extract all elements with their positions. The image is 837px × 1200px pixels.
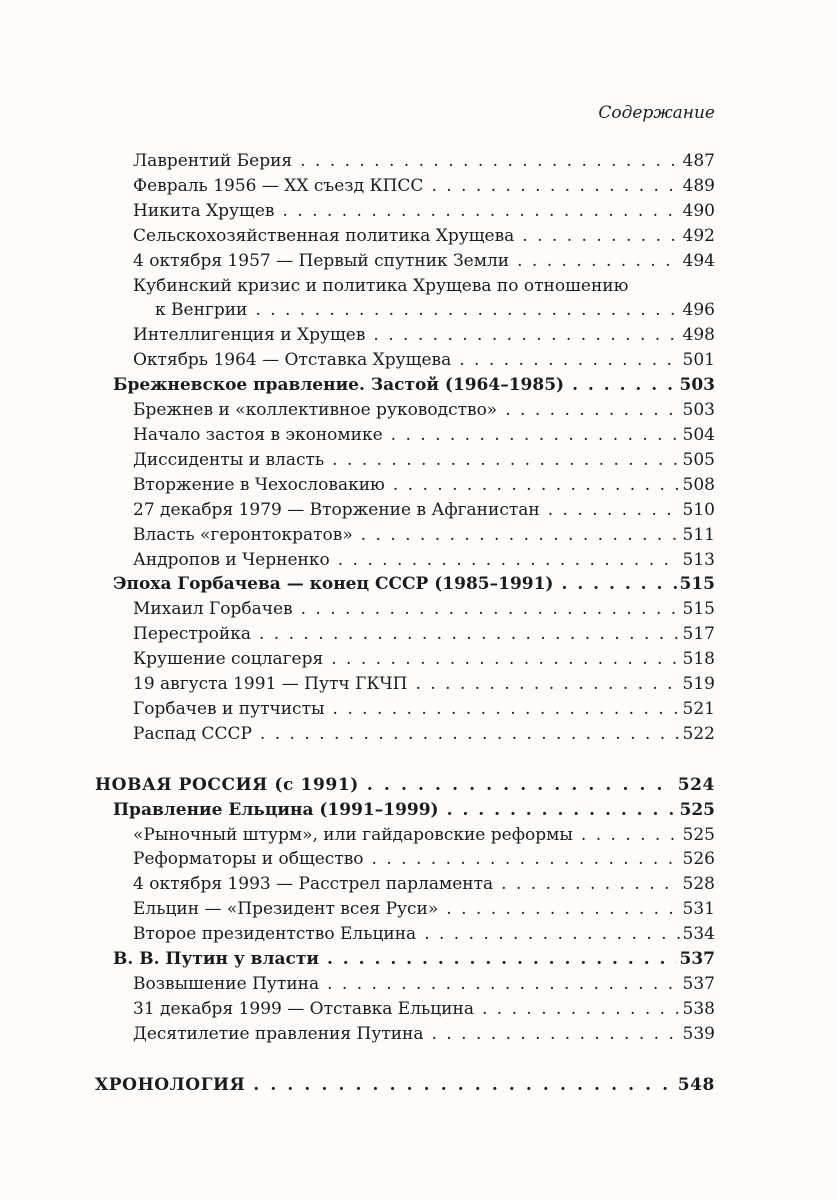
toc-entry-page: 503: [682, 400, 715, 421]
toc-entry-page: 508: [682, 474, 715, 495]
toc-entry-page: 528: [682, 874, 715, 895]
toc-entry: [133, 348, 715, 373]
page-header: Содержание: [598, 103, 715, 123]
toc-entry-page: 511: [682, 524, 715, 545]
dot-leader: [446, 897, 679, 922]
dot-leader: [301, 597, 680, 622]
toc-heading: [95, 1073, 715, 1098]
toc-entry-label: Михаил Горбачев: [133, 599, 293, 620]
dot-leader: [391, 423, 680, 448]
dot-leader: [517, 249, 679, 274]
toc-entry-label: Брежневское правление. Застой (1964–1985): [113, 375, 565, 396]
toc-entry: [133, 972, 715, 997]
toc-entry-label: Крушение соцлагеря: [133, 649, 324, 670]
toc-entry-page: 515: [682, 599, 715, 620]
toc-entry: [133, 997, 715, 1022]
toc-entry-label: 4 октября 1957 — Первый спутник Земли: [133, 250, 510, 271]
toc-heading: [113, 798, 715, 823]
toc-entry-page: 505: [682, 449, 715, 470]
toc-entry: [133, 398, 715, 423]
toc-entry-label: Возвышение Путина: [133, 974, 320, 994]
toc-entry-page: 524: [677, 774, 715, 795]
dot-leader: [367, 773, 675, 798]
toc-entry: [133, 897, 715, 922]
toc-entry-page: 501: [682, 350, 715, 371]
dot-leader: [332, 448, 679, 473]
toc-entry-page: 534: [682, 924, 715, 945]
toc-entry-label: Вторжение в Чехословакию: [133, 474, 385, 495]
toc-entry: [133, 224, 715, 249]
toc-entry-label: Реформаторы и общество: [133, 849, 364, 870]
toc-entry: [133, 423, 715, 448]
toc-entry: [155, 298, 715, 323]
toc-entry-page: 503: [679, 375, 715, 396]
dot-leader: [333, 697, 680, 722]
toc-heading: [95, 773, 715, 798]
toc-entry-page: 492: [682, 225, 715, 246]
toc-entry-page: 525: [679, 799, 715, 820]
toc-entry-label: Февраль 1956 — XX съезд КПСС: [133, 175, 424, 196]
toc-entry-label: Горбачев и путчисты: [133, 698, 325, 719]
toc-entry-page: 518: [682, 649, 715, 670]
toc-entry-label: ХРОНОЛОГИЯ: [95, 1074, 246, 1095]
toc-entry: [133, 274, 715, 299]
toc-entry-label: Перестройка: [133, 624, 251, 645]
toc-entry-label: Эпоха Горбачева — конец СССР (1985–1991): [113, 574, 554, 595]
dot-leader: [253, 1073, 674, 1098]
dot-leader: [373, 323, 679, 348]
toc-entry: [133, 523, 715, 548]
dot-leader: [459, 348, 679, 373]
toc-entry: [133, 548, 715, 573]
dot-leader: [327, 972, 679, 997]
toc-list: [95, 149, 715, 1098]
dot-leader: [372, 847, 680, 872]
toc-entry-page: 504: [682, 424, 715, 445]
toc-entry: [133, 473, 715, 498]
toc-entry-label: Сельскохозяйственная политика Хрущева: [133, 225, 515, 246]
toc-heading: [113, 947, 715, 972]
toc-entry-label: «Рыночный штурм», или гайдаровские реформы: [133, 824, 573, 845]
toc-entry-label: Второе президентство Ельцина: [133, 924, 417, 945]
dot-leader: [361, 523, 680, 548]
dot-leader: [505, 398, 679, 423]
toc-entry: [133, 847, 715, 872]
toc-entry: [133, 174, 715, 199]
toc-entry-label: Ельцин — «Президент всея Руси»: [133, 899, 439, 920]
dot-leader: [300, 149, 679, 174]
dot-leader: [572, 373, 676, 398]
toc-entry: [133, 622, 715, 647]
toc-entry-page: 510: [682, 499, 715, 520]
toc-entry: [133, 199, 715, 224]
toc-entry-label: Октябрь 1964 — Отставка Хрущева: [133, 350, 452, 371]
dot-leader: [260, 722, 680, 747]
toc-entry-page: 517: [682, 624, 715, 645]
toc-heading: [113, 373, 715, 398]
toc-entry-label: Брежнев и «коллективное руководство»: [133, 400, 498, 421]
toc-entry-page: 489: [682, 175, 715, 196]
toc-entry: [133, 922, 715, 947]
dot-leader: [482, 997, 680, 1022]
dot-leader: [424, 922, 679, 947]
toc-entry-page: 525: [682, 824, 715, 845]
toc-heading: [113, 572, 715, 597]
toc-entry-label: В. В. Путин у власти: [113, 949, 319, 970]
dot-leader: [431, 174, 679, 199]
dot-leader: [522, 224, 679, 249]
dot-leader: [581, 823, 680, 848]
toc-entry-page: 548: [677, 1074, 715, 1095]
toc-entry-label: Распад СССР: [133, 723, 252, 744]
dot-leader: [393, 473, 680, 498]
dot-leader: [338, 548, 680, 573]
toc-entry-label: Андропов и Черненко: [133, 549, 330, 570]
toc-entry-page: 490: [682, 200, 715, 221]
toc-entry: [133, 323, 715, 348]
dot-leader: [259, 622, 680, 647]
dot-leader: [282, 199, 679, 224]
toc-entry: [133, 448, 715, 473]
toc-entry-label: Власть «геронтократов»: [133, 524, 353, 545]
toc-entry-label: 19 августа 1991 — Путч ГКЧП: [133, 674, 408, 695]
toc-entry-page: 539: [682, 1023, 715, 1044]
toc-entry-label: 31 декабря 1999 — Отставка Ельцина: [133, 998, 474, 1019]
toc-entry-label: Никита Хрущев: [133, 200, 275, 221]
dot-leader: [415, 672, 679, 697]
toc-entry-page: 519: [682, 674, 715, 695]
toc-entry-page: 537: [682, 974, 715, 994]
toc-entry-label: Диссиденты и власть: [133, 449, 325, 470]
dot-leader: [447, 798, 677, 823]
toc-entry-page: 496: [682, 300, 715, 321]
toc-entry-page: 531: [682, 899, 715, 920]
toc-entry-label: 27 декабря 1979 — Вторжение в Афганистан: [133, 499, 540, 520]
toc-entry-label: Десятилетие правления Путина: [133, 1023, 424, 1044]
toc-entry: [133, 597, 715, 622]
dot-leader: [331, 647, 679, 672]
toc-entry-page: 522: [682, 723, 715, 744]
toc-entry-page: 487: [682, 151, 715, 171]
toc-entry: [133, 647, 715, 672]
toc-entry: [133, 823, 715, 848]
toc-entry: [133, 249, 715, 274]
toc-entry: [133, 498, 715, 523]
toc-entry-page: 537: [679, 949, 715, 970]
toc-entry-label: Правление Ельцина (1991–1999): [113, 799, 439, 820]
toc-entry: [133, 872, 715, 897]
toc-entry-page: 526: [682, 849, 715, 870]
dot-leader: [327, 947, 677, 972]
toc-entry-page: 498: [682, 325, 715, 346]
dot-leader: [501, 872, 679, 897]
toc-entry-label: к Венгрии: [155, 300, 248, 321]
toc-entry: [133, 1022, 715, 1047]
toc-entry: [133, 672, 715, 697]
dot-leader: [548, 498, 680, 523]
toc-entry-label: НОВАЯ РОССИЯ (с 1991): [95, 774, 359, 795]
toc-entry: [133, 697, 715, 722]
dot-leader: [255, 298, 679, 323]
dot-leader: [432, 1022, 680, 1047]
toc-entry-label: Начало застоя в экономике: [133, 424, 383, 445]
toc-entry-page: 515: [679, 574, 715, 595]
toc-entry-label: Лаврентий Берия: [133, 151, 293, 171]
toc-entry-page: 513: [682, 549, 715, 570]
dot-leader: [561, 572, 676, 597]
toc-entry-page: 494: [682, 250, 715, 271]
toc-entry: [133, 149, 715, 174]
toc-entry-page: 538: [682, 998, 715, 1019]
toc-entry-page: 521: [682, 698, 715, 719]
toc-entry-label: Кубинский кризис и политика Хрущева по отношению: [133, 275, 629, 296]
toc-entry-label: Интеллигенция и Хрущев: [133, 325, 366, 346]
toc-entry: [133, 722, 715, 747]
toc-entry-label: 4 октября 1993 — Расстрел парламента: [133, 874, 494, 895]
